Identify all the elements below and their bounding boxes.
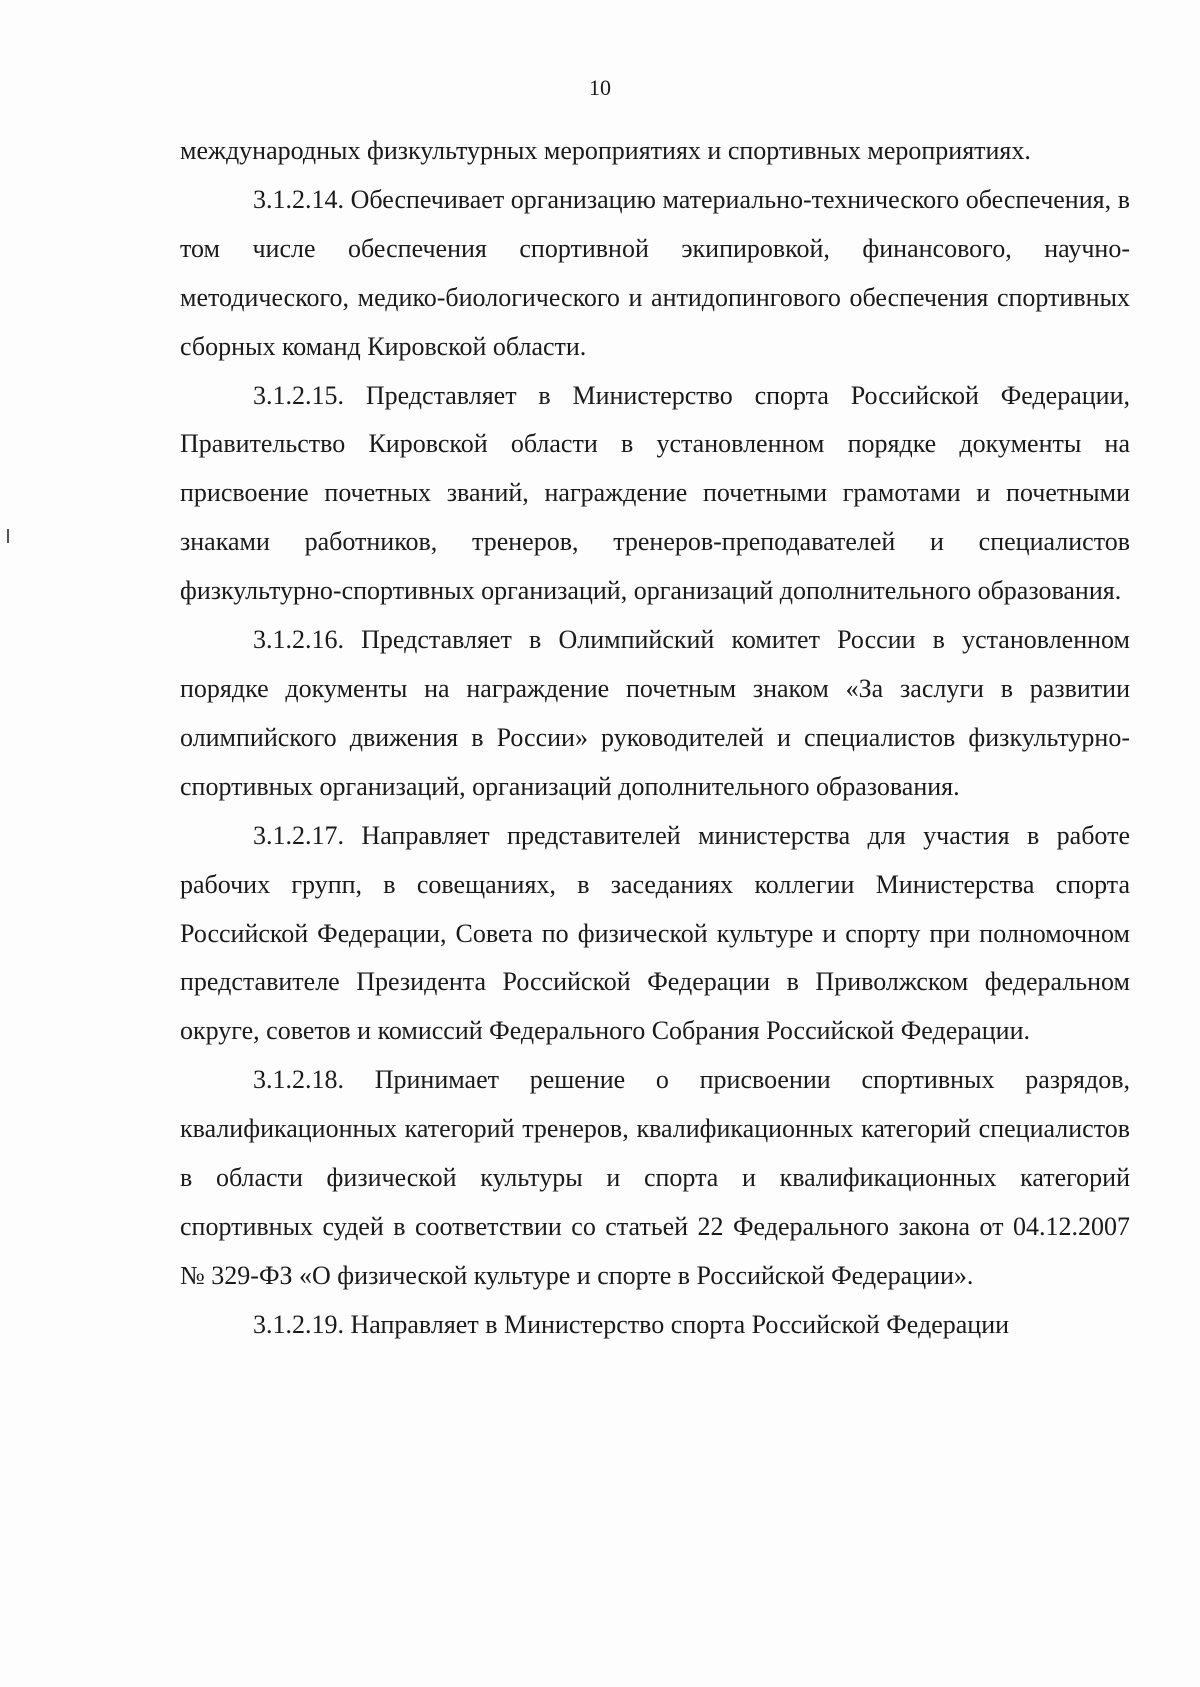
- document-body: [180, 127, 1130, 1350]
- paragraph-3-1-2-15: 3.1.2.15. Представляет в Министерство спорта Российской Федерации, Правительство Кировской области в установленном порядке документы на присвоение почетных званий, награждение почетными грамотами и почетными знаками работников, тренеров, тренеров-преподавателей и специалистов физкультурно-спортивных организаций, организаций дополнительного образования.: [180, 380, 1130, 606]
- paragraph-3-1-2-19: 3.1.2.19. Направляет в Министерство спорта Российской Федерации: [253, 1309, 1010, 1339]
- margin-mark: [7, 529, 9, 543]
- paragraph-3-1-2-17: 3.1.2.17. Направляет представителей министерства для участия в работе рабочих групп, в совещаниях, в заседаниях коллегии Министерства спорта Российской Федерации, Совета по физической культуре и спорту при полномочном представителе Президента Российской Федерации в Приволжском федеральном округе, советов и комиссий Федерального Собрания Российской Федерации.: [180, 820, 1130, 1046]
- paragraph-3-1-2-14: 3.1.2.14. Обеспечивает организацию материально-технического обеспечения, в том числе обеспечения спортивной экипировкой, финансового, научно-методического, медико-биологического и антидопингового обеспечения спортивных сборных команд Кировской области.: [180, 184, 1130, 361]
- paragraph-3-1-2-18: 3.1.2.18. Принимает решение о присвоении спортивных разрядов, квалификационных категорий тренеров, квалификационных категорий специалистов в области физической культуры и спорта и квалификационных категорий спортивных судей в соответствии со статьей 22 Федерального закона от 04.12.2007 № 329-ФЗ «О физической культуре и спорте в Российской Федерации».: [180, 1065, 1130, 1290]
- paragraph-3-1-2-16: 3.1.2.16. Представляет в Олимпийский комитет России в установленном порядке документы на награждение почетным знаком «За заслуги в развитии олимпийского движения в России» руководителей и специалистов физкультурно-спортивных организаций, организаций дополнительного образования.: [180, 625, 1130, 801]
- paragraph-continuation: международных физкультурных мероприятиях и спортивных мероприятиях.: [180, 136, 1031, 165]
- page-number: 10: [589, 75, 611, 100]
